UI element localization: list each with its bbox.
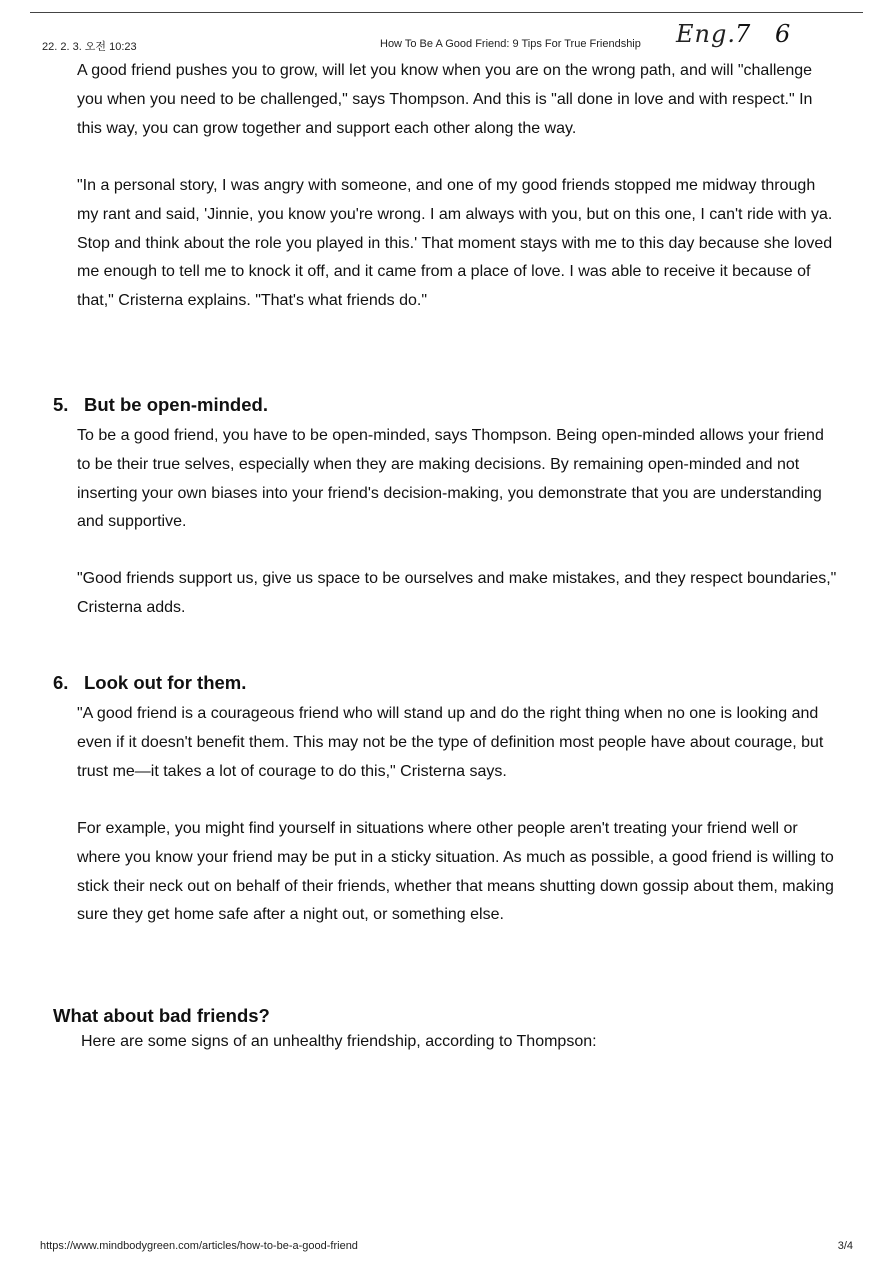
bad-friends-heading: What about bad friends? <box>53 1005 270 1026</box>
print-footer-url: https://www.mindbodygreen.com/articles/how-to-be-a-good-friend <box>40 1240 358 1252</box>
print-page-title: How To Be A Good Friend: 9 Tips For True Friendship <box>380 38 641 50</box>
section-6-heading <box>53 672 246 694</box>
section-5-number: 5. <box>53 394 69 415</box>
section-6-paragraph-2: For example, you might find yourself in situations where other people aren't treating your friend well or where you know your friend may be put in a sticky situation. As much as possible, a good friend is willing to stick their neck out on behalf of their friends, whether that means shutting down gossip about them, making sure they get home safe after a night out, or something else. <box>77 820 834 924</box>
section-5-heading <box>53 394 268 416</box>
section-5-paragraph-2: "Good friends support us, give us space to be ourselves and make mistakes, and they respect boundaries," Cristerna adds. <box>77 570 837 616</box>
section-6-number: 6. <box>53 672 69 693</box>
handwritten-note-number-2: 6 <box>775 20 791 48</box>
section-5-title: But be open-minded. <box>84 394 268 415</box>
paragraph-growth: A good friend pushes you to grow, will let you know when you are on the wrong path, and will "challenge you when you need to be challenged," says Thompson. And this is "all done in love and with respect." In this way, you can grow together and support each other along the way. <box>77 62 813 137</box>
section-6-title: Look out for them. <box>84 672 247 693</box>
section-5-paragraph-1: To be a good friend, you have to be open-minded, says Thompson. Being open-minded allows your friend to be their true selves, especially when they are making decisions. By remaining open-minded and not inserting your own biases into your friend's decision-making, you demonstrate that you are understanding and supportive. <box>77 427 824 531</box>
section-6-paragraph-1: "A good friend is a courageous friend who will stand up and do the right thing when no one is looking and even if it doesn't benefit them. This may not be the type of definition most people have about courage, but trust me—it takes a lot of courage to do this," Cristerna says. <box>77 705 824 780</box>
handwritten-note-subject: Eng. <box>676 20 736 48</box>
print-date-time: 22. 2. 3. 오전 10:23 <box>42 41 137 53</box>
top-scan-line <box>30 12 863 13</box>
print-page-number: 3/4 <box>837 1240 853 1252</box>
bad-friends-intro: Here are some signs of an unhealthy friendship, according to Thompson: <box>81 1033 597 1050</box>
paragraph-personal-story: "In a personal story, I was angry with someone, and one of my good friends stopped me midway through my rant and said, 'Jinnie, you know you're wrong. I am always with you, but on this one, I can't ride with ya. Stop and think about the role you played in this.' That moment stays with me to this day because she loved me enough to tell me to knock it off, and it came from a place of love. I was able to receive it because of that," Cristerna explains. "That's what friends do." <box>77 177 833 310</box>
handwritten-note-number-1: 7 <box>735 20 751 48</box>
